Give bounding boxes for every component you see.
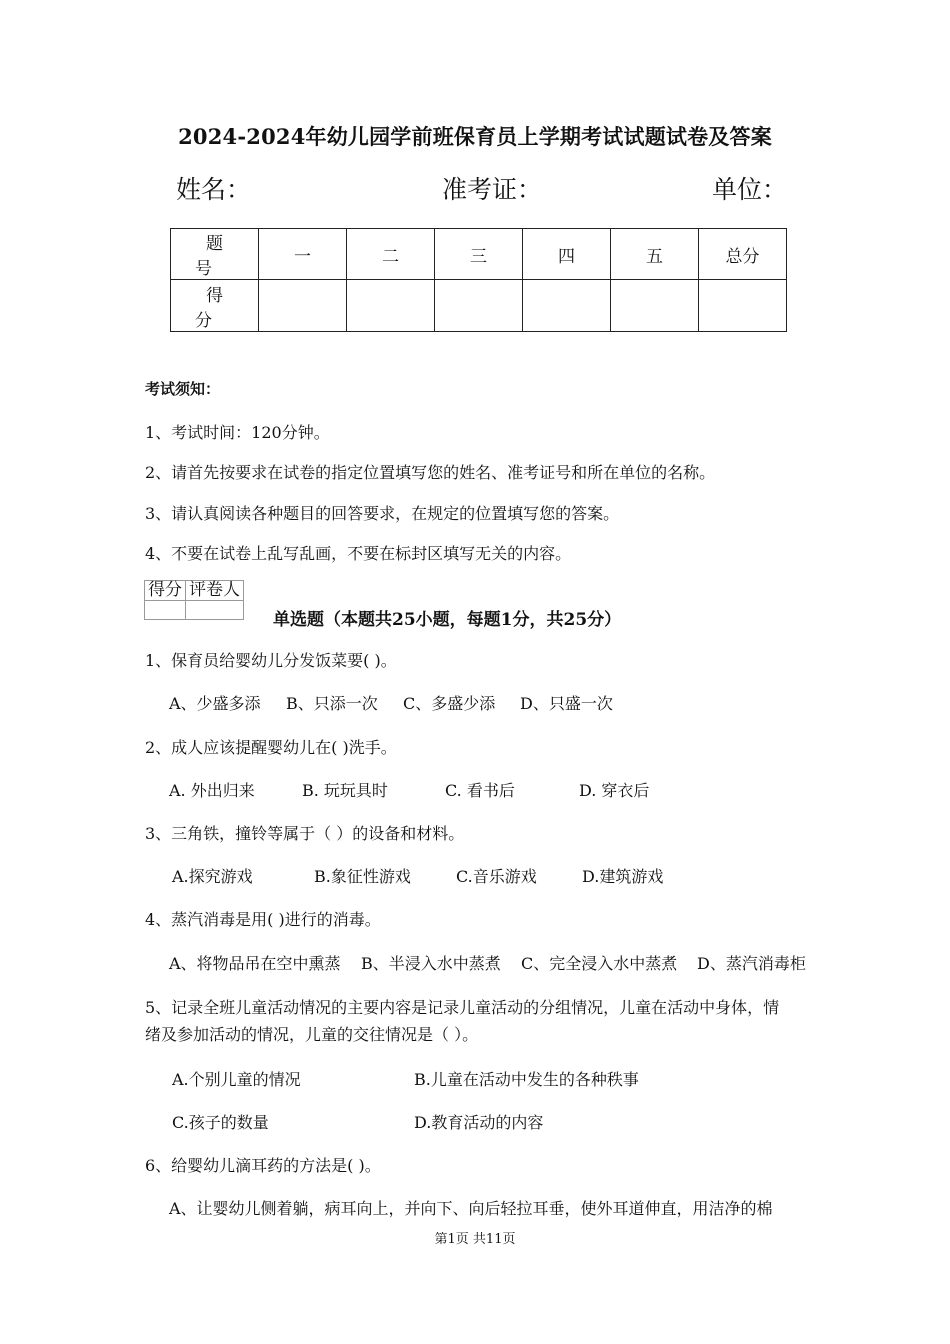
option[interactable]: B.象征性游戏 bbox=[314, 867, 411, 886]
question-stem: 4、蒸汽消毒是用( )进行的消毒。 bbox=[145, 910, 381, 929]
option[interactable]: D.教育活动的内容 bbox=[414, 1113, 544, 1132]
score-table-row-label: 得 分 bbox=[171, 280, 259, 332]
score-table-header-row bbox=[171, 229, 787, 280]
score-table-header-cell: 三 bbox=[435, 229, 523, 280]
exam-id-field-label: 准考证： bbox=[442, 175, 543, 204]
name-field-label: 姓名： bbox=[176, 175, 252, 204]
option[interactable]: D. 穿衣后 bbox=[579, 781, 650, 800]
score-table-header-cell: 五 bbox=[611, 229, 699, 280]
option[interactable]: C、多盛少添 bbox=[403, 694, 496, 713]
score-cell[interactable] bbox=[523, 280, 611, 332]
notice-item: 4、不要在试卷上乱写乱画，不要在标封区填写无关的内容。 bbox=[145, 544, 572, 563]
grader-box-score-cell[interactable] bbox=[145, 601, 186, 620]
score-table-header-cell: 一 bbox=[259, 229, 347, 280]
option[interactable]: D、只盛一次 bbox=[520, 694, 613, 713]
option[interactable]: C. 看书后 bbox=[445, 781, 515, 800]
score-table-score-row bbox=[171, 280, 787, 332]
option[interactable]: C、完全浸入水中蒸煮 bbox=[521, 954, 678, 973]
grader-box-grader-label: 评卷人 bbox=[186, 581, 244, 601]
option[interactable]: A、将物品吊在空中熏蒸 bbox=[169, 954, 341, 973]
option[interactable]: A.个别儿童的情况 bbox=[172, 1070, 301, 1089]
page-footer: 第1页 共11页 bbox=[434, 1232, 516, 1247]
grader-box-score-label: 得分 bbox=[145, 581, 186, 601]
option[interactable]: A. 外出归来 bbox=[169, 781, 255, 800]
option[interactable]: B、半浸入水中蒸煮 bbox=[361, 954, 501, 973]
score-cell[interactable] bbox=[611, 280, 699, 332]
page-title: 2024-2024年幼儿园学前班保育员上学期考试试题试卷及答案 bbox=[178, 124, 772, 149]
score-table-header-cell: 题 号 bbox=[171, 229, 259, 280]
question-stem: 2、成人应该提醒婴幼儿在( )洗手。 bbox=[145, 738, 397, 757]
option[interactable]: B. 玩玩具时 bbox=[302, 781, 388, 800]
question-stem: 1、保育员给婴幼儿分发饭菜要( )。 bbox=[145, 651, 397, 670]
unit-field-label: 单位： bbox=[712, 175, 788, 204]
notice-heading: 考试须知： bbox=[145, 380, 221, 398]
score-cell[interactable] bbox=[347, 280, 435, 332]
score-cell[interactable] bbox=[259, 280, 347, 332]
grader-box bbox=[144, 580, 244, 620]
option[interactable]: A、让婴幼儿侧着躺，病耳向上，并向下、向后轻拉耳垂，使外耳道伸直，用洁净的棉 bbox=[169, 1199, 773, 1218]
score-table-header-cell: 四 bbox=[523, 229, 611, 280]
question-stem: 3、三角铁，撞铃等属于（ ）的设备和材料。 bbox=[145, 824, 465, 843]
option[interactable]: D.建筑游戏 bbox=[582, 867, 664, 886]
option[interactable]: A.探究游戏 bbox=[172, 867, 253, 886]
section-title: 单选题（本题共25小题，每题1分，共25分） bbox=[273, 610, 622, 630]
option[interactable]: C.音乐游戏 bbox=[456, 867, 537, 886]
notice-item: 3、请认真阅读各种题目的回答要求，在规定的位置填写您的答案。 bbox=[145, 504, 620, 523]
score-table-header-cell: 二 bbox=[347, 229, 435, 280]
score-cell[interactable] bbox=[699, 280, 787, 332]
notice-item: 1、考试时间：120分钟。 bbox=[145, 423, 330, 442]
grader-box-grader-cell[interactable] bbox=[186, 601, 244, 620]
question-stem: 绪及参加活动的情况，儿童的交往情况是（ ）。 bbox=[145, 1025, 479, 1044]
question-stem: 6、给婴幼儿滴耳药的方法是( )。 bbox=[145, 1156, 381, 1175]
option[interactable]: B、只添一次 bbox=[286, 694, 378, 713]
score-table bbox=[170, 228, 787, 332]
score-cell[interactable] bbox=[435, 280, 523, 332]
question-stem: 5、记录全班儿童活动情况的主要内容是记录儿童活动的分组情况，儿童在活动中身体，情 bbox=[145, 998, 780, 1017]
option[interactable]: D、蒸汽消毒柜 bbox=[697, 954, 806, 973]
option[interactable]: A、少盛多添 bbox=[169, 694, 261, 713]
notice-item: 2、请首先按要求在试卷的指定位置填写您的姓名、准考证号和所在单位的名称。 bbox=[145, 463, 716, 482]
option[interactable]: C.孩子的数量 bbox=[172, 1113, 269, 1132]
score-table-header-cell: 总分 bbox=[699, 229, 787, 280]
option[interactable]: B.儿童在活动中发生的各种秩事 bbox=[414, 1070, 639, 1089]
